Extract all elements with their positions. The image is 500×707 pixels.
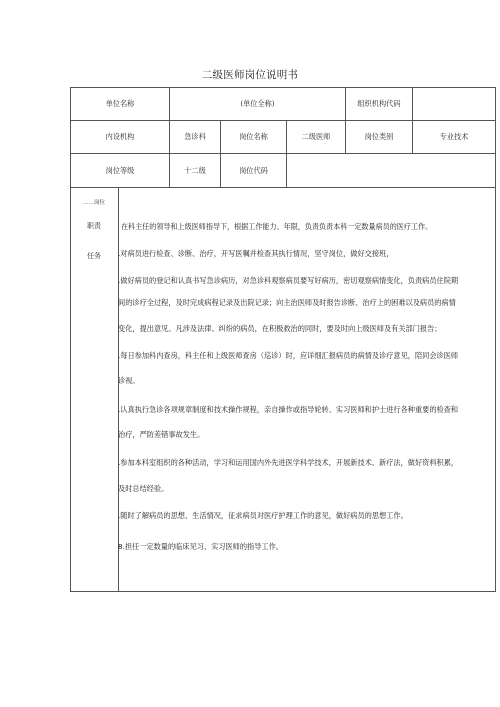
position-name-value: 二级医师 (301, 132, 331, 141)
org-code-label: 组织机构代码 (357, 99, 401, 108)
unit-name-label: 单位名称 (105, 99, 135, 108)
table-row-divider (70, 187, 496, 188)
duty-line: .随时了解病员的思想、生活情况，征求病员对医疗护理工作的意见，做好病员的思想工作。 (118, 511, 408, 520)
internal-org-label: 内设机构 (105, 132, 135, 141)
position-category-label: 岗位类别 (364, 132, 394, 141)
table-border-right (495, 87, 496, 592)
duties-label-line2: 职责 (87, 222, 101, 230)
position-category-value: 专业技术 (439, 132, 469, 141)
duty-line: 8.担任一定数量的临床见习、实习医师的指导工作。 (118, 542, 283, 551)
duty-line: .每日参加科内查房，科主任和上级医师查房（巡诊）时，应详细汇报病员的病情及诊疗意见，陪同会诊医师 (118, 351, 459, 360)
duty-line: 间的诊疗全过程，及时完成病程记录及出院记录；向主治医师及时报告诊断、治疗上的困难以及病员的病情 (118, 298, 456, 307)
duty-line: 变化，提出意见。凡涉及法律、纠纷的病员，在积极救治的同时，要及时向上级医师及有关部门报告； (118, 324, 442, 333)
org-code-value (413, 88, 495, 120)
duty-line: .做好病员的登记和认真书写急诊病历，对急诊科观察病员要写好病历，密切观察病情变化，负责病员住院期 (118, 276, 459, 285)
duties-label-line1: ……岗位 (82, 200, 105, 206)
duty-line: .认真执行急诊各项规章制度和技术操作规程，亲自操作或指导轮转、实习医师和护士进行各种重要的检查和 (118, 405, 459, 414)
duty-line: .参加本科室组织的各种活动，学习和运用国内外先进医学科学技术，开展新技术、新疗法，做好资料积累， (118, 458, 459, 467)
position-code-label: 岗位代码 (239, 165, 268, 175)
internal-org-value: 急诊科 (184, 132, 206, 141)
position-grade-value: 十二级 (184, 165, 206, 175)
duty-line: .对病员进行检查、诊断、治疗，开写医嘱并检查其执行情况，坚守岗位，做好交接班， (118, 249, 394, 258)
page-title: 二级医师岗位说明书 (201, 69, 299, 81)
unit-name-value: (单位全称) (240, 99, 275, 108)
position-name-label: 岗位名称 (239, 132, 268, 141)
duty-line: 在科主任的领导和上级医师指导下，根据工作能力、年限，负责负责本科一定数量病员的医疗工作。 (120, 222, 433, 231)
table-col-divider (118, 187, 119, 592)
duty-line: 治疗，严防差错事故发生。 (118, 430, 205, 439)
duties-label-line3: 任务 (87, 252, 101, 260)
position-code-value (287, 154, 495, 187)
duty-line: 诊视。 (118, 376, 140, 385)
table-border-bottom (70, 591, 496, 592)
duty-line: 及时总结经验。 (118, 484, 169, 493)
position-grade-label: 岗位等级 (105, 165, 135, 175)
